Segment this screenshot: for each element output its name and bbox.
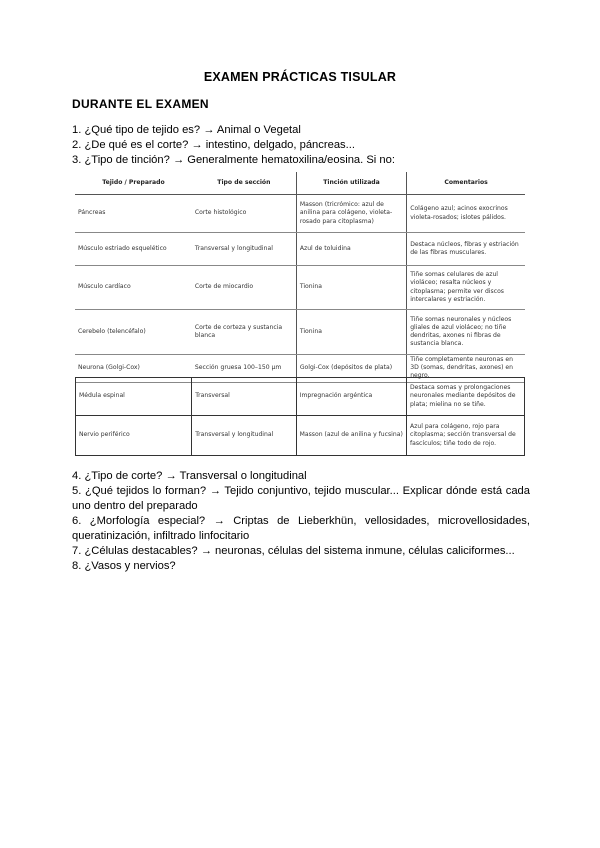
table-cell: Tionina <box>296 310 406 355</box>
table-cell: Tiñe completamente neuronas en 3D (somas, dendritas, axones) en negro. <box>407 355 525 383</box>
table-cell: Transversal <box>192 378 296 416</box>
staining-table-boxed <box>75 377 525 456</box>
questions-top <box>72 123 530 168</box>
question-2: 2. ¿De qué es el corte? → intestino, delgado, páncreas... <box>72 139 355 151</box>
table-cell: Músculo cardíaco <box>75 266 192 310</box>
table-row <box>76 378 525 416</box>
table-row <box>75 266 525 310</box>
table-row <box>75 195 525 233</box>
table-cell: Azul de toluidina <box>296 233 406 266</box>
table-cell: Golgi-Cox (depósitos de plata) <box>296 355 406 383</box>
table-cell: Corte de corteza y sustancia blanca <box>192 310 296 355</box>
table-cell: Sección gruesa 100–150 μm <box>192 355 296 383</box>
table-cell: Tiñe somas neuronales y núcleos gliales de azul violáceo; no tiñe dendritas, axones ni fibras de sustancia blanca. <box>407 310 525 355</box>
table-cell: Médula espinal <box>76 378 192 416</box>
table-cell: Destaca somas y prolongaciones neuronales mediante depósitos de plata; mielina no se tiñe. <box>406 378 524 416</box>
staining-table <box>75 172 525 383</box>
table-cell: Corte histológico <box>192 195 296 233</box>
table-cell: Páncreas <box>75 195 192 233</box>
table-cell: Destaca núcleos, fibras y estriación de las fibras musculares. <box>407 233 525 266</box>
table-cell: Transversal y longitudinal <box>192 416 296 456</box>
document-title: EXAMEN PRÁCTICAS TISULAR <box>203 70 397 84</box>
table-row <box>76 416 525 456</box>
question-7: 7. ¿Células destacables? → neuronas, células del sistema inmune, células caliciformes... <box>72 545 515 557</box>
header-comentarios: Comentarios <box>407 172 525 195</box>
table-cell: Tionina <box>296 266 406 310</box>
table-row <box>75 310 525 355</box>
table-header-row <box>75 172 525 195</box>
table-cell: Corte de miocardio <box>192 266 296 310</box>
section-heading: DURANTE EL EXAMEN <box>72 97 209 111</box>
table-cell: Impregnación argéntica <box>296 378 406 416</box>
question-8: 8. ¿Vasos y nervios? <box>72 560 176 572</box>
questions-bottom <box>72 469 530 574</box>
question-5: 5. ¿Qué tejidos lo forman? → Tejido conjuntivo, tejido muscular... Explicar dónde está cada uno dentro del preparado <box>72 485 530 512</box>
table-cell: Masson (azul de anilina y fucsina) <box>296 416 406 456</box>
table-cell: Masson (tricrómico: azul de anilina para colágeno, violeta-rosado para citoplasma) <box>296 195 406 233</box>
table-cell: Colágeno azul; acinos exocrinos violeta-rosados; islotes pálidos. <box>407 195 525 233</box>
table-cell: Transversal y longitudinal <box>192 233 296 266</box>
table-cell: Nervio periférico <box>76 416 192 456</box>
question-6: 6. ¿Morfología especial? → Criptas de Lieberkhün, vellosidades, microvellosidades, queratinización, infiltrado linfocitario <box>72 515 530 542</box>
question-1: 1. ¿Qué tipo de tejido es? → Animal o Vegetal <box>72 124 301 136</box>
header-seccion: Tipo de sección <box>192 172 296 195</box>
header-tejido: Tejido / Preparado <box>75 172 192 195</box>
table-cell: Músculo estriado esquelético <box>75 233 192 266</box>
question-4: 4. ¿Tipo de corte? → Transversal o longitudinal <box>72 470 307 482</box>
table-cell: Neurona (Golgi-Cox) <box>75 355 192 383</box>
table-cell: Cerebelo (telencéfalo) <box>75 310 192 355</box>
question-3: 3. ¿Tipo de tinción? → Generalmente hematoxilina/eosina. Si no: <box>72 154 395 166</box>
table-row <box>75 233 525 266</box>
table-cell: Tiñe somas celulares de azul violáceo; resalta núcleos y citoplasma; permite ver discos intercalares y estriación. <box>407 266 525 310</box>
table-cell: Azul para colágeno, rojo para citoplasma; sección transversal de fascículos; tiñe todo de rojo. <box>406 416 524 456</box>
header-tincion: Tinción utilizada <box>296 172 406 195</box>
